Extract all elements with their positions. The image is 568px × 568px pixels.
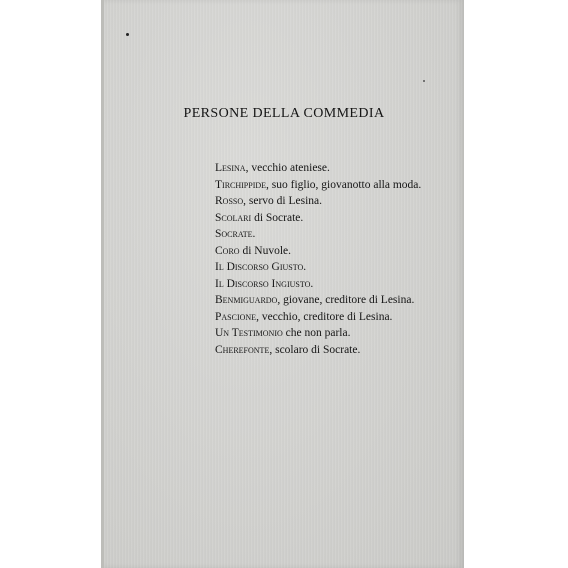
character-name: Lesina <box>215 162 246 174</box>
cast-list-item <box>215 210 421 227</box>
character-name: Cherefonte <box>215 343 270 356</box>
cast-list-item <box>215 342 421 359</box>
cast-list-item <box>215 160 421 177</box>
character-name: Scolari <box>215 211 252 224</box>
character-description: , scolaro di Socrate. <box>269 343 361 356</box>
character-name: Socrate <box>215 228 253 240</box>
character-description: di Nuvole. <box>239 244 291 257</box>
cast-list-item <box>215 193 421 210</box>
character-description: che non parla. <box>282 327 351 339</box>
cast-list-item <box>215 226 421 243</box>
cast-list <box>215 160 421 358</box>
cast-list-item <box>215 177 421 194</box>
cast-list-item <box>215 292 421 309</box>
cast-list-item <box>215 259 421 276</box>
character-name: Benmiguardo <box>215 294 278 306</box>
character-description: , giovane, creditore di Lesina. <box>277 294 415 306</box>
character-description: , suo figlio, giovanotto alla moda. <box>266 178 422 191</box>
character-name: Il Discorso Giusto <box>215 261 304 273</box>
ink-speck <box>126 33 129 36</box>
character-description: , vecchio, creditore di Lesina. <box>256 310 393 323</box>
character-description: . <box>252 228 256 240</box>
character-name: Coro <box>215 244 240 257</box>
character-description: , vecchio ateniese. <box>245 162 330 174</box>
character-description: di Socrate. <box>251 211 304 224</box>
cast-list-item <box>215 243 421 260</box>
character-name: Il Discorso Ingiusto <box>215 277 311 290</box>
character-name: Tirchippide <box>215 178 267 191</box>
cast-list-item <box>215 309 421 326</box>
character-name: Rosso <box>215 195 244 207</box>
character-name: Pascione <box>215 310 257 323</box>
cast-list-item <box>215 325 421 342</box>
character-description: , servo di Lesina. <box>243 195 323 207</box>
character-description: . <box>303 261 307 273</box>
character-name: Un Testimonio <box>215 327 283 339</box>
cast-list-item <box>215 276 421 293</box>
character-description: . <box>310 277 314 290</box>
ink-speck <box>423 80 425 82</box>
page-title: PERSONE DELLA COMMEDIA <box>183 106 385 121</box>
